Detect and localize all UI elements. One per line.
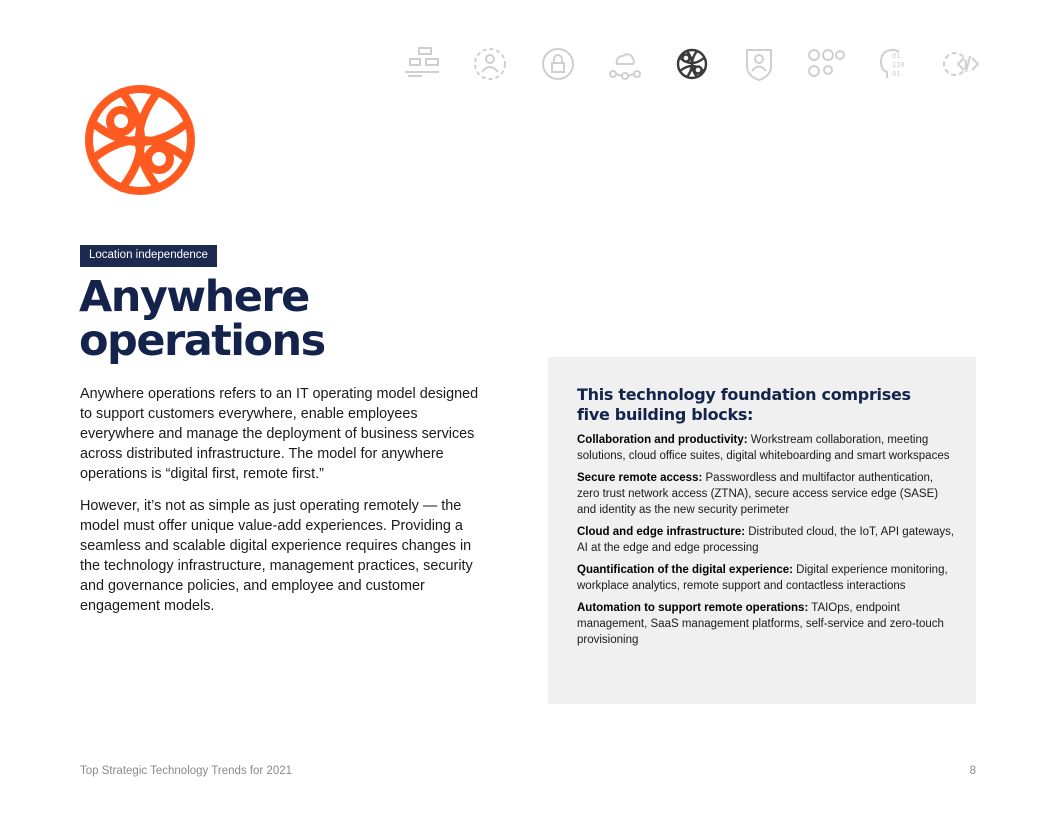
org-chart-icon[interactable]: [402, 44, 442, 84]
building-block: [577, 470, 955, 518]
svg-text:01: 01: [892, 52, 901, 60]
svg-text:01: 01: [892, 70, 901, 78]
building-block: [577, 600, 955, 648]
panel-heading: [577, 385, 957, 425]
block-desc: Distributed cloud, the IoT, API gateways, AI at the edge and edge processing: [577, 526, 955, 554]
trend-nav: [402, 44, 980, 84]
svg-text:110: 110: [892, 61, 905, 69]
block-term: Secure remote access:: [577, 472, 703, 484]
panel-heading-line: five building blocks:: [577, 405, 754, 424]
block-desc: Passwordless and multifactor authentication, zero trust network access (ZTNA), secure access service edge (SASE) and identity as the new security perimeter: [577, 472, 939, 516]
nodes-icon[interactable]: [806, 44, 846, 84]
footer-title: Top Strategic Technology Trends for 2021: [80, 765, 293, 777]
gear-code-icon[interactable]: [940, 44, 980, 84]
body-paragraph: However, it’s not as simple as just operating remotely — the model must offer unique value-add experiences. Providing a seamless and scalable digital experience requires changes in the technology infrastructure, management practices, security and governance policies, and employee and customer engagement models.: [80, 498, 473, 614]
building-block: [577, 432, 955, 464]
title-line: Anywhere: [79, 272, 309, 322]
panel-heading-line: This technology foundation comprises: [577, 385, 911, 404]
block-term: Automation to support remote operations:: [577, 602, 809, 614]
building-block: [577, 524, 955, 556]
block-desc: Workstream collaboration, meeting solutions, cloud office suites, digital whiteboarding and smart workspaces: [577, 434, 950, 462]
person-target-icon[interactable]: [470, 44, 510, 84]
block-term: Quantification of the digital experience:: [577, 564, 793, 576]
block-desc: TAIOps, endpoint management, SaaS management platforms, self-service and zero-touch provisioning: [577, 602, 944, 646]
globe-network-icon: [80, 80, 200, 200]
shield-person-icon[interactable]: [739, 44, 779, 84]
section-tag: Location independence: [80, 245, 217, 267]
page-title: [79, 272, 519, 366]
page-number: 8: [969, 765, 976, 777]
body-paragraph: Anywhere operations refers to an IT operating model designed to support customers everywhere, enable employees everywhere and manage the deployment of business services across distributed infrastructure. The model for anywhere operations is “digital first, remote first.”: [80, 386, 479, 482]
title-line: operations: [79, 316, 325, 366]
building-block-list: [577, 432, 955, 654]
block-desc: Digital experience monitoring, workplace analytics, remote support and contactless interactions: [577, 564, 948, 592]
building-block: [577, 562, 955, 594]
globe-network-icon[interactable]: [672, 44, 712, 84]
body-text: [80, 384, 485, 628]
block-term: Collaboration and productivity:: [577, 434, 748, 446]
cloud-network-icon[interactable]: [605, 44, 645, 84]
block-term: Cloud and edge infrastructure:: [577, 526, 746, 538]
ai-head-icon[interactable]: [873, 44, 913, 84]
building-blocks-panel: [548, 357, 976, 704]
lock-circle-icon[interactable]: [538, 44, 578, 84]
